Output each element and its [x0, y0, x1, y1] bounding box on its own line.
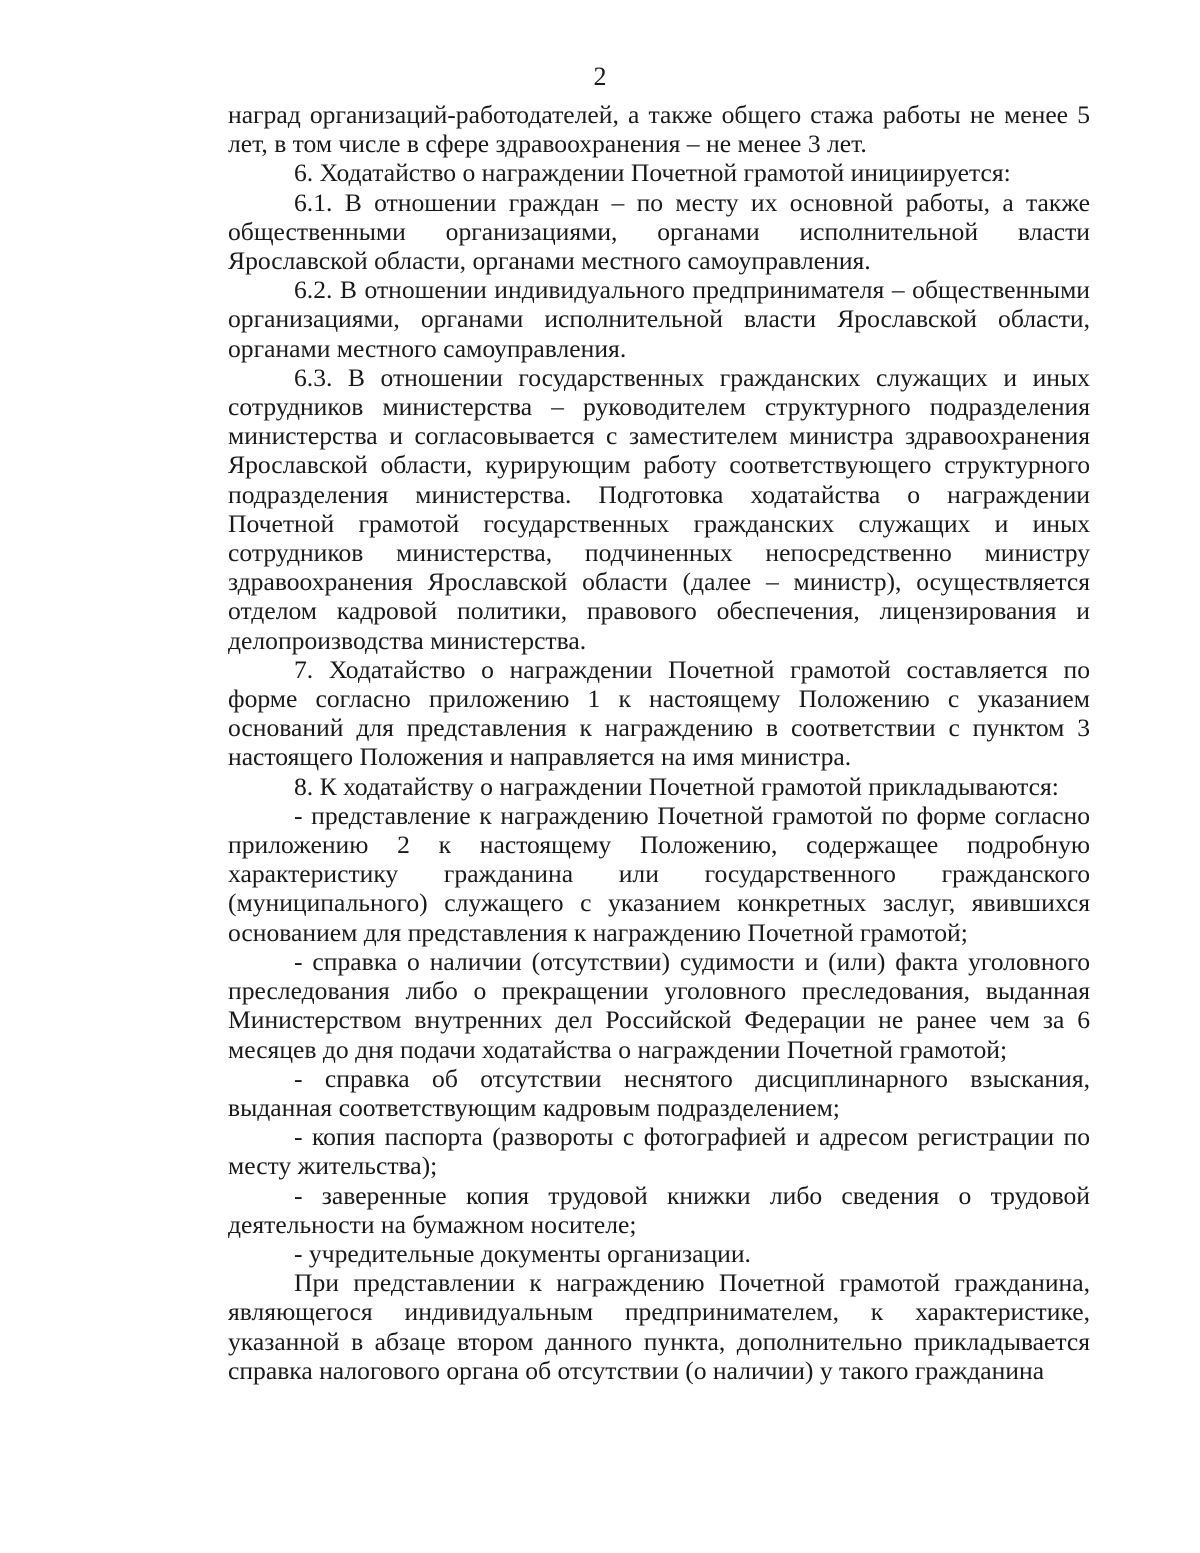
paragraph-7: 7. Ходатайство о награждении Почетной грамотой составляется по форме согласно приложению 1 к настоящему Положению с указанием оснований для представления к награждению в соответствии с пунктом 3 настоящего Положения и направляется на имя министра.: [228, 654, 1090, 772]
paragraph-6-3: 6.3. В отношении государственных гражданских служащих и иных сотрудников министерства – руководителем структурного подразделения министерства и согласовывается с заместителем министра здравоохранения Ярославской области, курирующим работу соответствующего структурного подразделения министерства. Подготовка ходатайства о награждении Почетной грамотой государственных гражданских служащих и иных сотрудников министерства, подчиненных непосредственно министру здравоохранения Ярославской области (далее – министр), осуществляется отделом кадровой политики, правового обеспечения, лицензирования и делопроизводства министерства.: [228, 362, 1090, 655]
paragraph-6-1: 6.1. В отношении граждан – по месту их основной работы, а также общественными организациями, органами исполнительной власти Ярославской области, органами местного самоуправления.: [228, 187, 1090, 276]
list-item-employment-record: - заверенные копия трудовой книжки либо сведения о трудовой деятельности на бумажном носителе;: [228, 1180, 1090, 1239]
list-item-submission: - представление к награждению Почетной грамотой по форме согласно приложению 2 к настоящему Положению, содержащее подробную характеристику гражданина или государственного гражданского (муниципального) служащего с указанием конкретных заслуг, явившихся основанием для представления к награждению Почетной грамотой;: [228, 800, 1090, 947]
list-item-passport: - копия паспорта (развороты с фотографией и адресом регистрации по месту жительства);: [228, 1122, 1090, 1181]
list-item-founding-documents: - учредительные документы организации.: [294, 1238, 751, 1268]
paragraph-6: 6. Ходатайство о награждении Почетной грамотой инициируется:: [294, 158, 1011, 188]
list-item-criminal-record: - справка о наличии (отсутствии) судимости и (или) факта уголовного преследования либо о прекращении уголовного преследования, выданная Министерством внутренних дел Российской Федерации не ранее чем за 6 месяцев до дня подачи ходатайства о награждении Почетной грамотой;: [228, 946, 1090, 1064]
paragraph-8: 8. К ходатайству о награждении Почетной грамотой прикладываются:: [294, 771, 1059, 801]
paragraph-6-2: 6.2. В отношении индивидуального предпринимателя – общественными организациями, органами исполнительной власти Ярославской области, органами местного самоуправления.: [228, 275, 1090, 363]
list-item-disciplinary: - справка об отсутствии неснятого дисциплинарного взыскания, выданная соответствующим кадровым подразделением;: [228, 1063, 1090, 1122]
paragraph-continuation: наград организаций-работодателей, а также общего стажа работы не менее 5 лет, в том числе в сфере здравоохранения – не менее 3 лет.: [228, 100, 1090, 159]
paragraph-entrepreneur: При представлении к награждению Почетной грамотой гражданина, являющегося индивидуальным предпринимателем, к характеристике, указанной в абзаце втором данного пункта, дополнительно прикладывается справка налогового органа об отсутствии (о наличии) у такого гражданина: [228, 1268, 1090, 1385]
page-number: 2: [593, 62, 607, 91]
document-body: [228, 100, 1090, 1385]
